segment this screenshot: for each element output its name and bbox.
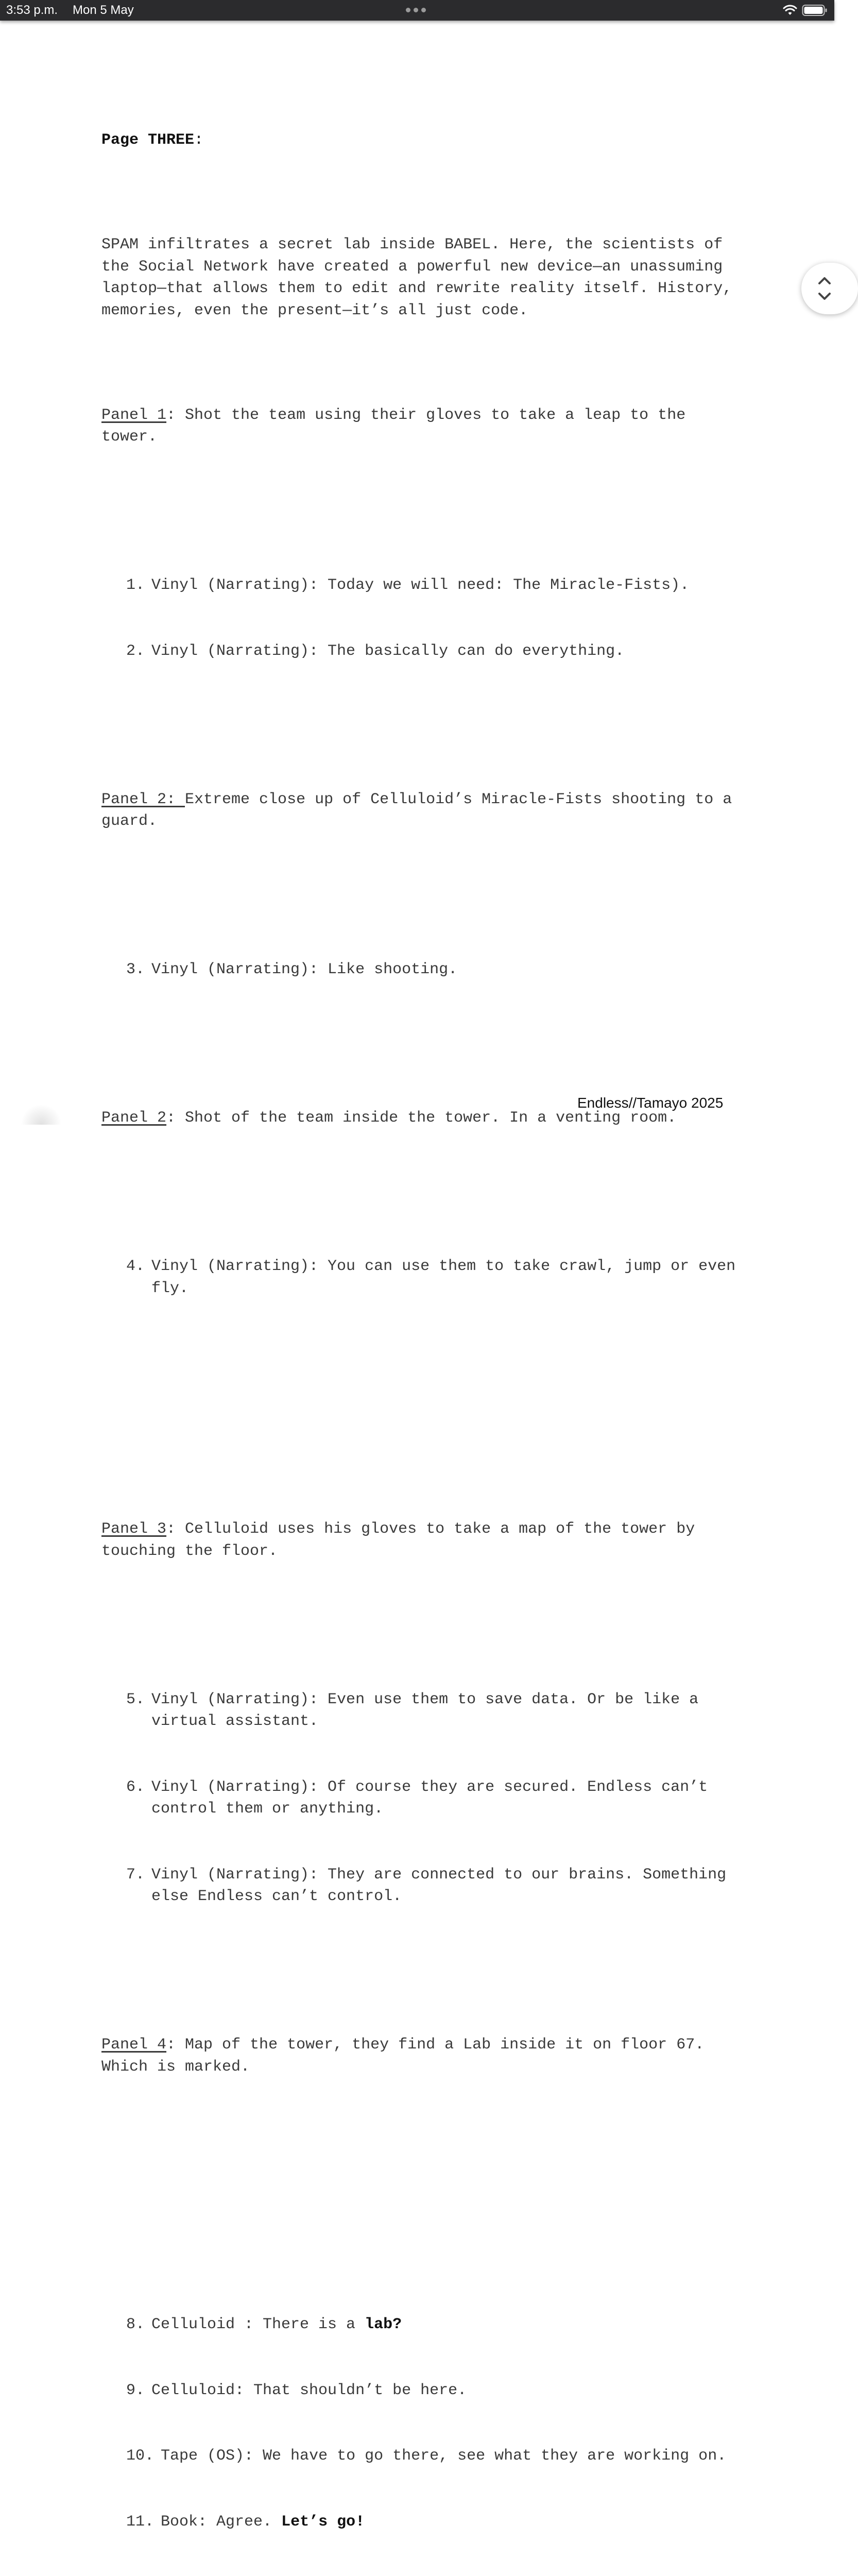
line-number: 9. [126,2381,145,2399]
line-emphasis: Let’s go! [281,2513,365,2531]
dialogue-line [126,1689,745,1733]
status-date: Mon 5 May [73,3,134,17]
chevron-down-icon[interactable] [819,294,830,299]
battery-icon [802,4,828,16]
dialogue-list [101,2270,745,2576]
intro-paragraph: SPAM infiltrates a secret lab inside BABEL. Here, the scientists of the Social Network have created a powerful new device—an unassuming laptop—that allows them to edit and rewrite reality itself. History, memories, even the present—it’s all just code. [101,236,742,319]
panel-label: Panel 1 [101,406,167,424]
blank-space [101,1409,745,1453]
document-page [101,86,745,2576]
dialogue-line [126,1864,745,1908]
line-text: Vinyl (Narrating): Like shooting. [151,961,458,978]
line-number: 5. [126,1690,145,1708]
panel-label: Panel 4 [101,2036,167,2054]
line-number: 3. [126,961,145,978]
page-footer: Endless//Tamayo 2025 [577,1095,724,1111]
line-text: Vinyl (Narrating): You can use them to take crawl, jump or even fly. [151,1258,745,1297]
line-text: Book: Agree. [151,2513,282,2531]
chevron-up-icon[interactable] [819,278,830,283]
line-text: Vinyl (Narrating): Even use them to save data. Or be like a virtual assistant. [151,1690,708,1730]
panel-text: Extreme close up of Celluloid’s Miracle-Fists shooting to a guard. [101,790,742,830]
floating-control-shadow [21,1104,62,1125]
page-heading-text: Page THREE [101,131,195,149]
line-number: 6. [126,1778,145,1796]
wifi-icon [783,4,797,16]
panel-text: : Shot the team using their gloves to take a leap to the tower. [101,406,695,446]
panel-label: Panel 2 [101,1109,167,1127]
dialogue-list [101,915,745,1025]
dialogue-line [126,574,745,597]
panel-label: Panel 3 [101,1520,167,1538]
dialogue-line [126,640,745,663]
panel-text: : Map of the tower, they find a Lab inside it on floor 67. Which is marked. [101,2036,714,2076]
line-number: 11. [126,2513,155,2531]
line-text: Vinyl (Narrating): The basically can do everything. [151,642,625,660]
dialogue-line [126,2511,745,2533]
dialogue-line [126,1776,745,1820]
more-dots-icon[interactable] [406,8,426,12]
line-text: Vinyl (Narrating): Of course they are secured. Endless can’t control them or anything. [151,1778,717,1818]
line-number: 10. [126,2447,155,2465]
panel-label: Panel 2: [101,790,185,808]
page-scroll-button[interactable] [801,263,858,314]
dialogue-list [101,1645,745,1952]
dialogue-list [101,531,745,706]
dialogue-line [126,1256,745,1299]
panel-1-description [101,404,745,448]
line-text: Vinyl (Narrating): They are connected to our brains. Something else Endless can’t control. [151,1866,736,1905]
dialogue-line [126,2314,745,2336]
dialogue-line [126,2445,745,2467]
status-time: 3:53 p.m. [6,3,58,17]
line-number: 1. [126,577,145,594]
line-number: 4. [126,1258,145,1275]
line-emphasis: lab? [365,2316,402,2333]
line-text: Vinyl (Narrating): Today we will need: The Miracle-Fists). [151,577,690,594]
blank-space [101,2161,745,2205]
panel-3-description [101,1518,745,1562]
panel-text: : Celluloid uses his gloves to take a map of the tower by touching the floor. [101,1520,705,1560]
page-heading-colon: : [194,131,204,149]
panel-text: : Shot of the team inside the tower. In a venting room. [166,1109,677,1127]
dialogue-line [126,959,745,981]
line-number: 7. [126,1866,145,1884]
line-text: Tape (OS): We have to go there, see what they are working on. [151,2447,727,2465]
page-heading [101,129,745,151]
dialogue-list [101,1212,745,1343]
line-number: 2. [126,642,145,660]
panel-4-description [101,2034,745,2078]
panel-2a-description [101,789,745,833]
line-number: 8. [126,2316,145,2333]
status-bar [0,0,834,21]
line-text: Celluloid : There is a [151,2316,365,2333]
line-text: Celluloid: That shouldn’t be here. [151,2381,467,2399]
dialogue-line [126,2380,745,2402]
